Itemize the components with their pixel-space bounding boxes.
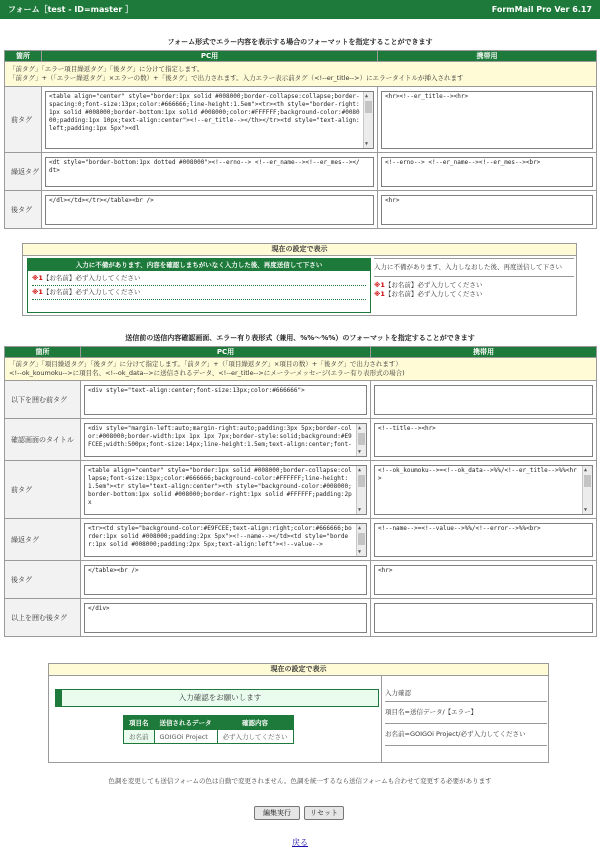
scrollbar[interactable] bbox=[356, 466, 366, 514]
row-label: 以上を囲む後タグ bbox=[5, 599, 81, 637]
textarea-value: <!--erno--> <!--er_name--><!--er_mes--><br> bbox=[385, 158, 541, 166]
mobile-line: 入力確認 bbox=[385, 686, 547, 702]
mobile-pre-tag-textarea[interactable] bbox=[374, 465, 593, 515]
col-mobile: 携帯用 bbox=[371, 347, 597, 358]
textarea-value: </div> bbox=[88, 604, 110, 612]
scrollbar[interactable] bbox=[582, 466, 592, 514]
col-location: 箇所 bbox=[5, 347, 81, 358]
mobile-post-tag-textarea[interactable] bbox=[381, 195, 593, 225]
pc-outer-pre-textarea[interactable] bbox=[84, 385, 367, 415]
textarea-value: <hr><!--er_title--><hr> bbox=[385, 92, 469, 100]
section1-note bbox=[5, 62, 597, 87]
preview1-panel bbox=[22, 243, 577, 316]
mobile-error-heading: 入力に不備があります、入力しなおした後、再度送信して下さい bbox=[374, 258, 574, 277]
reset-button[interactable]: リセット bbox=[304, 806, 344, 820]
row-label: 以下を囲む前タグ bbox=[5, 381, 81, 419]
note-line: <!--ok_koumoku-->に項目名、<!--ok_data-->に送信されるデータ、<!--er_title-->にメーラーメッセージ(エラー有り表形式の場合) bbox=[9, 369, 405, 377]
error-item: ※1【お名前】必ず入力してください bbox=[32, 286, 366, 300]
window-header bbox=[0, 0, 600, 19]
textarea-value: <!--name-->=<!--value-->%%/<!--error-->%%<br> bbox=[378, 524, 541, 532]
mobile-confirm-title-textarea[interactable] bbox=[374, 423, 593, 457]
textarea-value: <div style="margin-left:auto;margin-right:auto;padding:3px 5px;border-color:#008000;border-width:1px 1px 1px 7px;border-style:solid;background:#E9FCEE;width:500px;font-size:14px;line-height:1.5em;text-align:center;font- bbox=[88, 424, 352, 448]
mobile-post-tag-textarea[interactable] bbox=[374, 565, 593, 595]
scrollbar[interactable] bbox=[363, 92, 373, 148]
col-mobile: 携帯用 bbox=[378, 51, 597, 62]
row-label: 前タグ bbox=[5, 87, 42, 153]
confirm-title: 入力確認をお願いします bbox=[55, 689, 379, 707]
textarea-value: <!--title--><hr> bbox=[378, 424, 436, 432]
mobile-repeat-tag-textarea[interactable] bbox=[381, 157, 593, 187]
mobile-outer-pre-textarea[interactable] bbox=[374, 385, 593, 415]
pc-repeat-tag-textarea[interactable] bbox=[84, 523, 367, 557]
back-link[interactable]: 戻る bbox=[292, 838, 308, 847]
pc-post-tag-textarea[interactable] bbox=[45, 195, 374, 225]
pc-confirm-title-textarea[interactable] bbox=[84, 423, 367, 457]
pc-repeat-tag-textarea[interactable] bbox=[45, 157, 374, 187]
pc-error-box bbox=[27, 258, 371, 313]
col-pc: PC用 bbox=[42, 51, 378, 62]
textarea-value: <div style="text-align:center;font-size:13px;color:#666666"> bbox=[88, 386, 305, 394]
preview2-panel bbox=[48, 663, 549, 763]
cell-data: GOIGOi Project bbox=[154, 730, 217, 744]
textarea-value: <tr><td style="background-color:#E9FCEE;text-align:right;color:#666666;border:1px solid #008000;padding:2px 5px"><!--name--></td><td style="border:1px solid #008000;padding:2px 5px;text-align:left"><!--value--> bbox=[88, 524, 352, 548]
mobile-outer-post-textarea[interactable] bbox=[374, 603, 593, 633]
textarea-value: <hr> bbox=[385, 196, 400, 204]
mobile-error-preview bbox=[374, 258, 574, 313]
row-label: 繰返タグ bbox=[5, 153, 42, 191]
textarea-value: </table><br /> bbox=[88, 566, 139, 574]
error-item: ※1【お名前】必ず入力してください bbox=[32, 274, 366, 286]
col-location: 箇所 bbox=[5, 51, 42, 62]
section2-note bbox=[5, 358, 597, 381]
error-format-table bbox=[4, 50, 597, 229]
submit-button[interactable]: 編集実行 bbox=[254, 806, 300, 820]
row-label: 後タグ bbox=[5, 561, 81, 599]
confirm-format-table bbox=[4, 346, 597, 637]
note-line: 「前タグ」「エラー項目繰返タグ」「後タグ」に分けて指定します。 bbox=[9, 65, 204, 73]
mobile-line: 項目名=送信データ/【エラー】 bbox=[385, 702, 547, 724]
pc-post-tag-textarea[interactable] bbox=[84, 565, 367, 595]
mobile-confirm-preview bbox=[385, 686, 547, 746]
preview2-title: 現在の設定で表示 bbox=[49, 664, 548, 676]
textarea-value: <table align="center" style="border:1px solid #008000;border-collapse:collapse;border-spacing:0;font-size:13px;color:#666666;line-height:1.5em"><tr><th style="border-right:1px solid #008000;border-bottom:1px solid #008000;color:#FFFFFF;background-color:#008000;padding:1px 10px;text-align:center"><!--er_title--></th></tr><td style="text-align:left;padding:1px 5px"><dl bbox=[49, 92, 360, 132]
textarea-value: <!--ok_koumoku-->=<!--ok_data-->%%/<!--er_title-->%%<hr> bbox=[378, 466, 577, 482]
footer-note: 色調を変更しても送信フォームの色は自動で変更されません。色調を統一するなら送信フォームも合わせて変更する必要があります bbox=[108, 777, 492, 785]
confirm-table bbox=[123, 715, 294, 744]
textarea-value: <dt style="border-bottom:1px dotted #008000"><!--erno--> <!--er_name--><!--er_mes--></dt> bbox=[49, 158, 360, 174]
cell-check: 必ず入力してください bbox=[217, 730, 293, 744]
col-check: 確認内容 bbox=[217, 716, 293, 730]
col-item: 項目名 bbox=[124, 716, 155, 730]
scrollbar[interactable] bbox=[356, 524, 366, 556]
pc-outer-post-textarea[interactable] bbox=[84, 603, 367, 633]
row-label: 後タグ bbox=[5, 191, 42, 229]
row-label: 繰返タグ bbox=[5, 519, 81, 561]
col-pc: PC用 bbox=[81, 347, 371, 358]
note-line: 「前タグ」「項目繰返タグ」「後タグ」に分けて指定します。「前タグ」+（「項目繰返タグ」×項目の数）+「後タグ」で出力されます） bbox=[9, 360, 402, 368]
textarea-value: <table align="center" style="border:1px solid #008000;border-collapse:collapse;font-size:13px;color:#666666;background-color:#FFFFFF;line-height:1.5em"><tr style="text-align:center"><th style="background-color:#008000;border-bottom:1px solid #008000;border-right:1px solid #FFFFFF;padding:2px bbox=[88, 466, 352, 506]
col-data: 送信されるデータ bbox=[154, 716, 217, 730]
section1-title: フォーム形式でエラー内容を表示する場合のフォーマットを指定することができます bbox=[167, 38, 433, 46]
mobile-repeat-tag-textarea[interactable] bbox=[374, 523, 593, 557]
app-version: FormMail Pro Ver 6.17 bbox=[491, 5, 592, 14]
row-label: 前タグ bbox=[5, 461, 81, 519]
textarea-value: </dl></td></tr></table><br /> bbox=[49, 196, 154, 204]
row-label: 確認画面のタイトル bbox=[5, 419, 81, 461]
error-item: ※1【お名前】必ず入力してください bbox=[374, 281, 483, 289]
pc-error-heading: 入力に不備があります、内容を確認しまちがいなく入力した後、再度送信して下さい bbox=[28, 259, 370, 271]
mobile-pre-tag-textarea[interactable] bbox=[381, 91, 593, 149]
scrollbar[interactable] bbox=[356, 424, 366, 456]
error-item: ※1【お名前】必ず入力してください bbox=[374, 290, 483, 298]
note-line: 「前タグ」+（「エラー繰返タグ」×エラーの数）+「後タグ」で出力されます。入力エラー表示前タグ（<!--er_title-->）にエラータイトルが挿入されます bbox=[9, 74, 464, 82]
pc-confirm-preview bbox=[49, 675, 382, 762]
preview1-title: 現在の設定で表示 bbox=[23, 244, 576, 256]
pc-pre-tag-textarea[interactable] bbox=[45, 91, 374, 149]
form-title: フォーム［test - ID=master ］ bbox=[8, 5, 134, 14]
pc-pre-tag-textarea[interactable] bbox=[84, 465, 367, 515]
mobile-line: お名前=GOIGOi Project/必ず入力してください bbox=[385, 724, 547, 746]
textarea-value: <hr> bbox=[378, 566, 393, 574]
cell-item: お名前 bbox=[124, 730, 155, 744]
section2-title: 送信前の送信内容確認画面、エラー有り表形式（兼用、%%～%%）のフォーマットを指定することができます bbox=[125, 334, 475, 342]
